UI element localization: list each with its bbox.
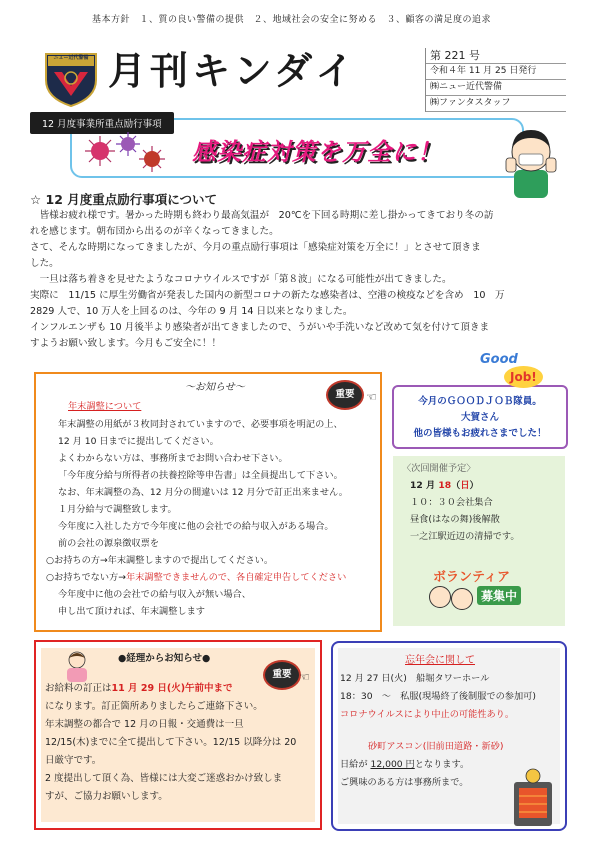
notice-subtitle: 年末調整について bbox=[68, 401, 142, 412]
notice-line: 12 月 10 日までに提出してください。 bbox=[58, 436, 219, 447]
paragraph-line: 2829 人で、10 万人を上回るのは、今年の 9 月 14 日以来となりました。 bbox=[30, 306, 353, 317]
notice-line: 今年度に入社した方で今年度に他の会社での給与収入がある場合。 bbox=[58, 521, 334, 532]
important-badge: 重要 bbox=[263, 660, 301, 690]
party-line: 18：30 ～ 私服(現場終了後制服での参加可) bbox=[340, 691, 536, 702]
party-title: 忘年会に関して bbox=[405, 655, 475, 666]
good-job-name: 大賀さん bbox=[460, 412, 499, 423]
issue-date: 令和４年 11 月 25 日発行 bbox=[426, 64, 566, 80]
newsletter-title: 月刊キンダイ bbox=[108, 49, 358, 93]
notice-line: １月分給与で調整致します。 bbox=[58, 504, 177, 515]
paragraph-line: れを感じます。朝布団から出るのが辛くなってきました。 bbox=[30, 226, 279, 237]
virus-illustration bbox=[80, 130, 170, 174]
good-job-line: 他の皆様もお疲れさまでした！ bbox=[413, 428, 547, 439]
party-line: 12 月 27 日(火) 船堀タワーホール bbox=[340, 673, 490, 684]
date-day: 18 bbox=[438, 480, 452, 491]
option-label: ○お持ちでない方→ bbox=[46, 572, 126, 583]
notice-line: 年末調整の用紙が３枚同封されていますので、必要事項を明記の上、 bbox=[58, 419, 343, 430]
important-badge: 重要 bbox=[326, 380, 364, 410]
notice-options bbox=[46, 552, 346, 586]
accounting-line: 年末調整の都合で 12 月の日報・交通費は一旦 bbox=[45, 719, 244, 730]
publisher-1: ㈱ニュー近代警備 bbox=[426, 80, 566, 96]
accounting-text: お給料の訂正は bbox=[45, 683, 112, 694]
notice-line: なお、年末調整の為、12 月分の間違いは 12 月分で訂正出来ません。 bbox=[58, 487, 348, 498]
good-job-text bbox=[392, 394, 568, 442]
pointing-hand-icon: ☜ bbox=[299, 670, 310, 684]
notice-line: よくわからない方は、事務所までお問い合わせ下さい。 bbox=[58, 453, 288, 464]
party-body bbox=[340, 670, 536, 724]
notice-line: 今年度中に他の会社での給与収入が無い場合、 bbox=[58, 589, 251, 600]
paragraph-line: すようお願い致します。今月もご安全に！！ bbox=[30, 338, 222, 349]
notice-body bbox=[58, 416, 348, 552]
publisher-2: ㈱ファンタスタッフ bbox=[426, 96, 566, 112]
accounting-line: 12/15(木)までに全て提出して下さい。12/15 以降分は 20 bbox=[45, 737, 297, 748]
job-word: Job! bbox=[504, 366, 543, 388]
accounting-title: ●経理からお知らせ● bbox=[118, 653, 211, 664]
logo-text: ニュー近代警備 bbox=[53, 55, 89, 61]
accountant-icon bbox=[60, 648, 94, 682]
volunteer-word: ボランティア bbox=[433, 570, 510, 585]
accounting-line: 2 度提出して頂く為、皆様には大変ご迷惑おかけ致しま bbox=[45, 773, 283, 784]
issue-number: 第 221 号 bbox=[426, 48, 566, 64]
notice-footer bbox=[58, 586, 251, 620]
date-month: 12 月 bbox=[410, 480, 439, 491]
date-weekday: 日 bbox=[460, 480, 470, 491]
next-event-line: １０：３０会社集合 bbox=[410, 497, 493, 508]
accounting-line: 日厳守です。 bbox=[45, 755, 102, 766]
paragraph-line: さて、そんな時期になってきましたが、今月の重点励行事項は「感染症対策を万全に！」とさせて頂きま bbox=[30, 242, 481, 253]
notice-line: 前の会社の源泉徴収票を bbox=[58, 538, 160, 549]
wage-text: となります。 bbox=[414, 759, 470, 770]
notice-line: ○お持ちの方→年末調整しますので提出してください。 bbox=[46, 555, 274, 566]
banner-tab: 12 月度事業所重点励行事項 bbox=[30, 112, 174, 134]
notice-line-no-slip bbox=[46, 569, 346, 586]
paragraph-line: した。 bbox=[30, 258, 59, 269]
heater-illustration bbox=[510, 768, 556, 826]
notice-line: 「今年度分給与所得者の扶養控除等申告書」は全員提出して下さい。 bbox=[58, 470, 343, 481]
banner-headline: 感染症対策を万全に！ bbox=[192, 138, 442, 166]
good-job-line: 今月のＧＯＯＤＪＯＢ隊員。 bbox=[418, 396, 542, 407]
issue-info bbox=[425, 48, 566, 112]
paragraph-line: 皆様お疲れ様です。暑かった時期も終わり最高気温が 20℃を下回る時期に差し掛かってきており冬の訪 bbox=[30, 210, 494, 221]
accounting-line: すが、ご協力お願いします。 bbox=[45, 791, 168, 802]
wage-text: 日給が bbox=[340, 759, 371, 770]
paragraph-line: 実際に 11/15 に厚生労働省が発表した国内の新型コロナの新たな感染者は、空港の検疫などを含め 10 万 bbox=[30, 290, 505, 301]
recruiting-word: 募集中 bbox=[477, 586, 521, 605]
option-warning: 年末調整できませんので、各自確定申告してください bbox=[125, 572, 347, 583]
next-event-line: 一之江駅近辺の清掃です。 bbox=[410, 531, 520, 542]
notice-line: 申し出て頂ければ、年末調整します bbox=[58, 606, 205, 617]
job-wage-line bbox=[340, 756, 469, 774]
next-event-body bbox=[402, 460, 520, 545]
paragraph-line: 一旦は落ち着きを見せたようなコロナウイルスですが「第８波」になる可能性が出てきました。 bbox=[30, 274, 452, 285]
accounting-body bbox=[45, 680, 296, 806]
person-icon bbox=[451, 588, 473, 610]
section-body bbox=[30, 208, 575, 352]
party-warning: コロナウイルスにより中止の可能性あり。 bbox=[340, 709, 515, 720]
accounting-deadline: 11 月 29 日(火)午前中まで bbox=[111, 683, 233, 694]
next-event-line: 昼食(はなの舞)後解散 bbox=[410, 514, 500, 525]
job-contact-line: ご興味のある方は事務所まで。 bbox=[340, 777, 469, 788]
sick-person-illustration bbox=[500, 120, 562, 198]
good-job-word: Good bbox=[480, 352, 518, 367]
accounting-line: になります。訂正箇所ありましたらご連絡下さい。 bbox=[45, 701, 263, 712]
pointing-hand-icon: ☜ bbox=[366, 390, 377, 404]
next-event-heading: 〈次回開催予定〉 bbox=[402, 463, 476, 474]
paragraph-line: インフルエンザも 10 月後半より感染者が出てきましたので、うがいや手洗いなど改めて気を付けて頂きま bbox=[30, 322, 490, 333]
notice-title: ～お知らせ～ bbox=[185, 382, 245, 393]
next-event-date: 12 月 18（日） bbox=[410, 480, 479, 491]
job-body bbox=[340, 756, 469, 792]
accounting-line bbox=[45, 680, 296, 698]
good-job-badge bbox=[480, 352, 550, 392]
policy-line: 基本方針 １、質の良い警備の提供 ２、地域社会の安全に努める ３、顧客の満足度の追求 bbox=[92, 15, 492, 25]
person-icon bbox=[429, 586, 451, 608]
job-venue: 砂町アスコン(旧前田道路・新砂) bbox=[368, 741, 504, 752]
section-heading: ☆ 12 月度重点励行事項について bbox=[30, 192, 218, 207]
wage-amount: 12,000 円 bbox=[370, 759, 415, 770]
volunteer-illustration bbox=[425, 566, 533, 622]
